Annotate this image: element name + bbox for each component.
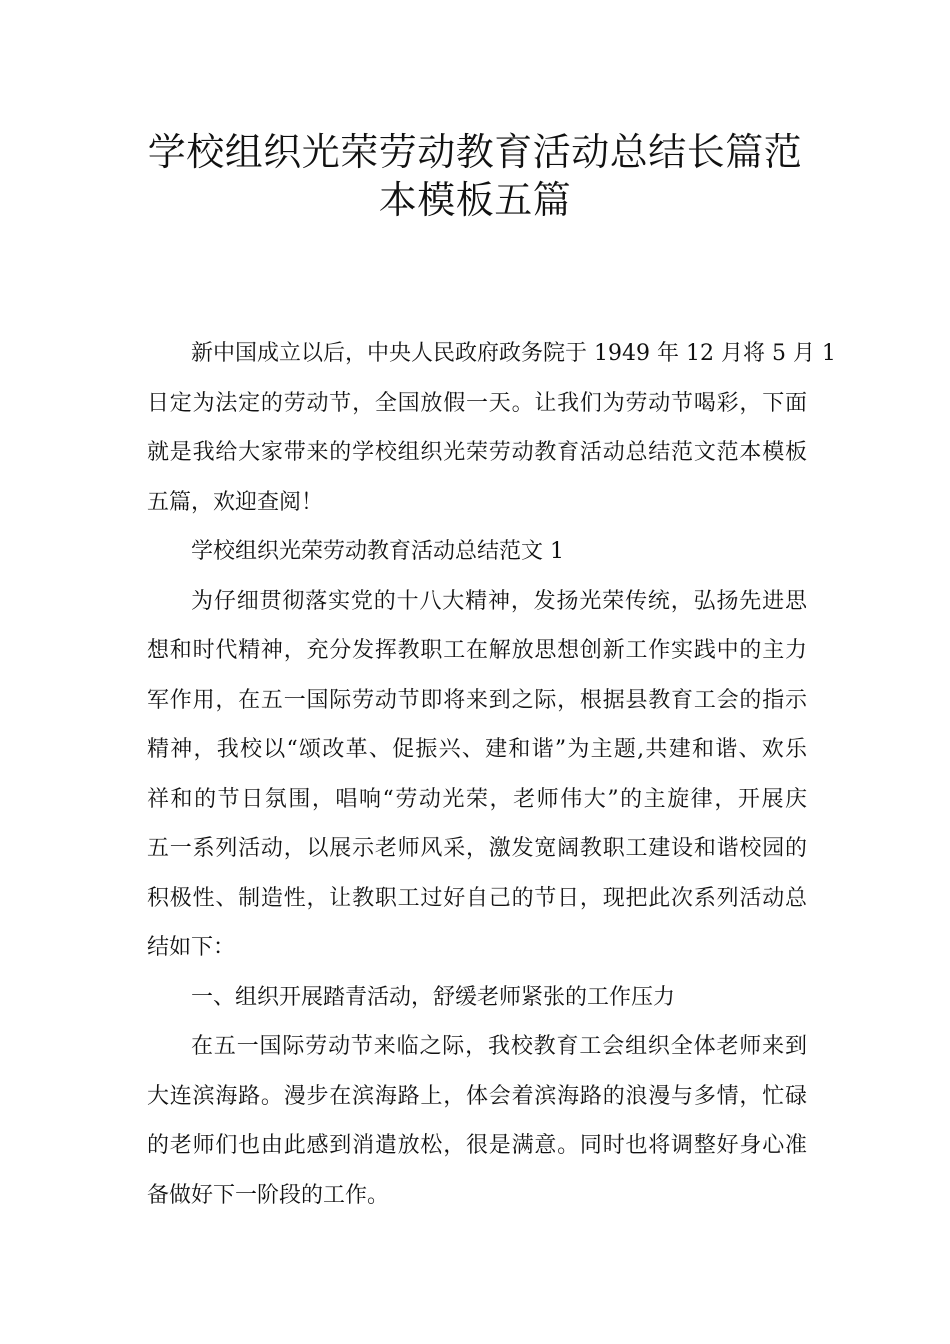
title-line-1: 学校组织光荣劳动教育活动总结长篇范 <box>147 130 803 174</box>
document-body <box>147 329 836 1220</box>
document-title <box>110 128 840 224</box>
paragraph-main-line-4: 精神，我校以“颂改革、促振兴、建和谐”为主题,共建和谐、欢乐 <box>147 737 807 762</box>
paragraph-main-line-1: 为仔细贯彻落实党的十八大精神，发扬光荣传统，弘扬先进思 <box>191 588 807 614</box>
paragraph-main-line-8: 结如下： <box>147 935 236 960</box>
paragraph-main-line-6: 五一系列活动，以展示老师风采，激发宽阔教职工建设和谐校园的 <box>147 836 807 861</box>
paragraph-intro-line-4: 五篇，欢迎查阅！ <box>147 489 324 515</box>
paragraph-section-1-line-4: 备做好下一阶段的工作。 <box>147 1182 390 1208</box>
title-line-2: 本模板五篇 <box>378 178 572 222</box>
paragraph-main-line-5: 祥和的节日氛围，唱响“劳动光荣，老师伟大”的主旋律，开展庆 <box>147 786 807 812</box>
paragraph-main-line-2: 想和时代精神，充分发挥教职工在解放思想创新工作实践中的主力 <box>147 638 807 663</box>
paragraph-section-1-line-1: 在五一国际劳动节来临之际，我校教育工会组织全体老师来到 <box>191 1034 807 1059</box>
paragraph-intro-line-1: 新中国成立以后，中央人民政府政务院于 1949 年 12 月将 5 月 1 <box>191 341 836 366</box>
paragraph-intro-line-3: 就是我给大家带来的学校组织光荣劳动教育活动总结范文范本模板 <box>147 440 807 465</box>
section-heading-1: 一、组织开展踏青活动，舒缓老师紧张的工作压力 <box>191 984 676 1010</box>
paragraph-intro-line-2: 日定为法定的劳动节，全国放假一天。让我们为劳动节喝彩，下面 <box>147 390 807 416</box>
paragraph-main-line-3: 军作用，在五一国际劳动节即将来到之际，根据县教育工会的指示 <box>147 687 807 713</box>
paragraph-section-1-line-3: 的老师们也由此感到消遣放松，很是满意。同时也将调整好身心准 <box>147 1133 807 1158</box>
section-heading-example-1: 学校组织光荣劳动教育活动总结范文 1 <box>191 539 564 564</box>
paragraph-section-1-line-2: 大连滨海路。漫步在滨海路上，体会着滨海路的浪漫与多情，忙碌 <box>147 1083 807 1109</box>
paragraph-main-line-7: 积极性、制造性，让教职工过好自己的节日，现把此次系列活动总 <box>147 885 807 911</box>
